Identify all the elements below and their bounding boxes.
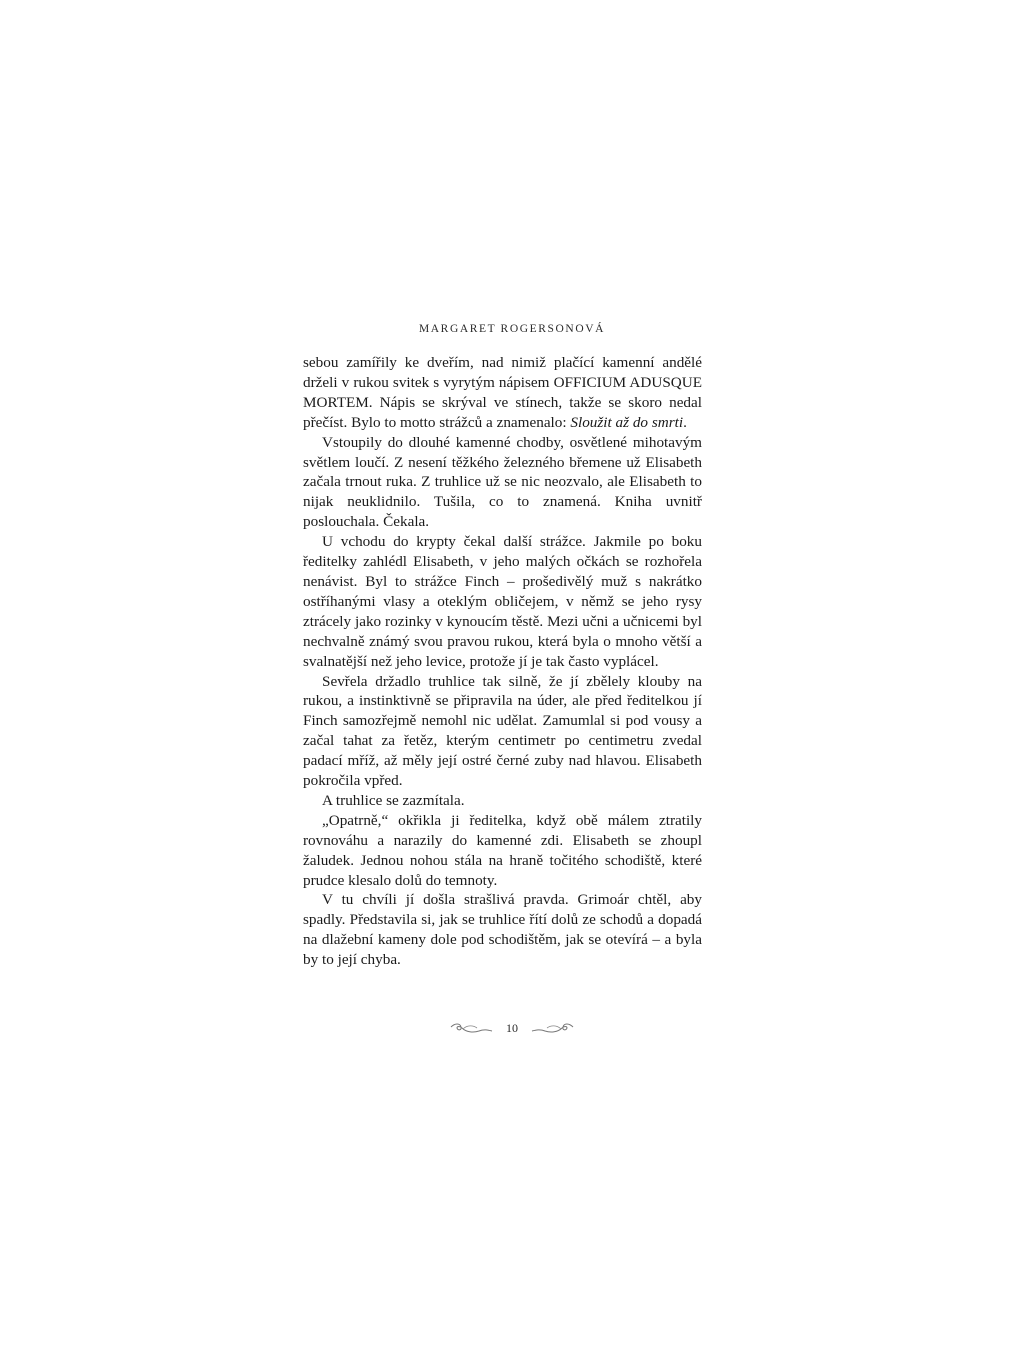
flourish-left-icon [449,1022,493,1036]
paragraph-1-end: . [683,413,687,431]
flourish-right-icon [531,1022,575,1036]
paragraph-2: Vstoupily do dlouhé kamenné chodby, osvětlené mihotavým světlem loučí. Z nesení těžkého železného břemene už Elisabeth začala trnout ruka. Z truhlice už se nic neozvalo, ale Elisabeth to nijak neuklidnilo. Tušila, co to znamená. Kniha uvnitř poslouchala. Čekala. [303,433,702,531]
paragraph-4: Sevřela držadlo truhlice tak silně, že jí zbělely klouby na rukou, a instinktivně se připravila na úder, ale před ředitelkou jí Finch samozřejmě nemohl nic udělat. Zamumlal si pod vousy a začal tahat za řetěz, kterým centimetr po centimetru zvedal padací mříž, až měly její ostré černé zuby nad hlavou. Elisabeth pokročila vpřed. [303,672,702,790]
paragraph-1-text: sebou zamířily ke dveřím, nad nimiž plačící kamenní andělé drželi v rukou svitek s vyrytým nápisem OFFICIUM ADUSQUE MORTEM. Nápis se skrýval ve stínech, takže se skoro nedal přečíst. Bylo to motto strážců a znamenalo: [303,354,702,431]
paragraph-6: „Opatrně,“ okřikla ji ředitelka, když obě málem ztratily rovnováhu a narazily do kamenné zdi. Elisabeth se zhoupl žaludek. Jednou nohou stála na hraně točitého schodiště, které prudce klesalo dolů do temnoty. [303,811,702,889]
paragraph-5: A truhlice se zazmítala. [322,791,465,809]
paragraph-3: U vchodu do krypty čekal další strážce. Jakmile po boku ředitelky zahlédl Elisabeth, v jeho malých očkách se rozhořela nenávist. Byl to strážce Finch – prošedivělý muž s nakrátko ostříhanými vlasy a oteklým obličejem, v němž se jeho rysy ztrácely jako rozinky v kynoucím těstě. Mezi učni a učnicemi byl nechvalně známý svou pravou rukou, která byla o mnoho větší a svalnatější než jeho levice, protože jí je tak často vyplácel. [303,533,702,670]
page-number: 10 [506,1021,518,1035]
paragraph-1 [303,353,702,433]
paragraph-1-italic: Sloužit až do smrti [570,413,684,431]
paragraph-7: V tu chvíli jí došla strašlivá pravda. Grimoár chtěl, aby spadly. Představila si, jak se truhlice řítí dolů ze schodů a dopadá na dlažební kameny dole pod schodištěm, jak se otevírá – a byla by to její chyba. [303,891,702,969]
folio [0,1021,1024,1036]
running-head: MARGARET ROGERSONOVÁ [418,323,606,335]
body-text [303,353,702,970]
